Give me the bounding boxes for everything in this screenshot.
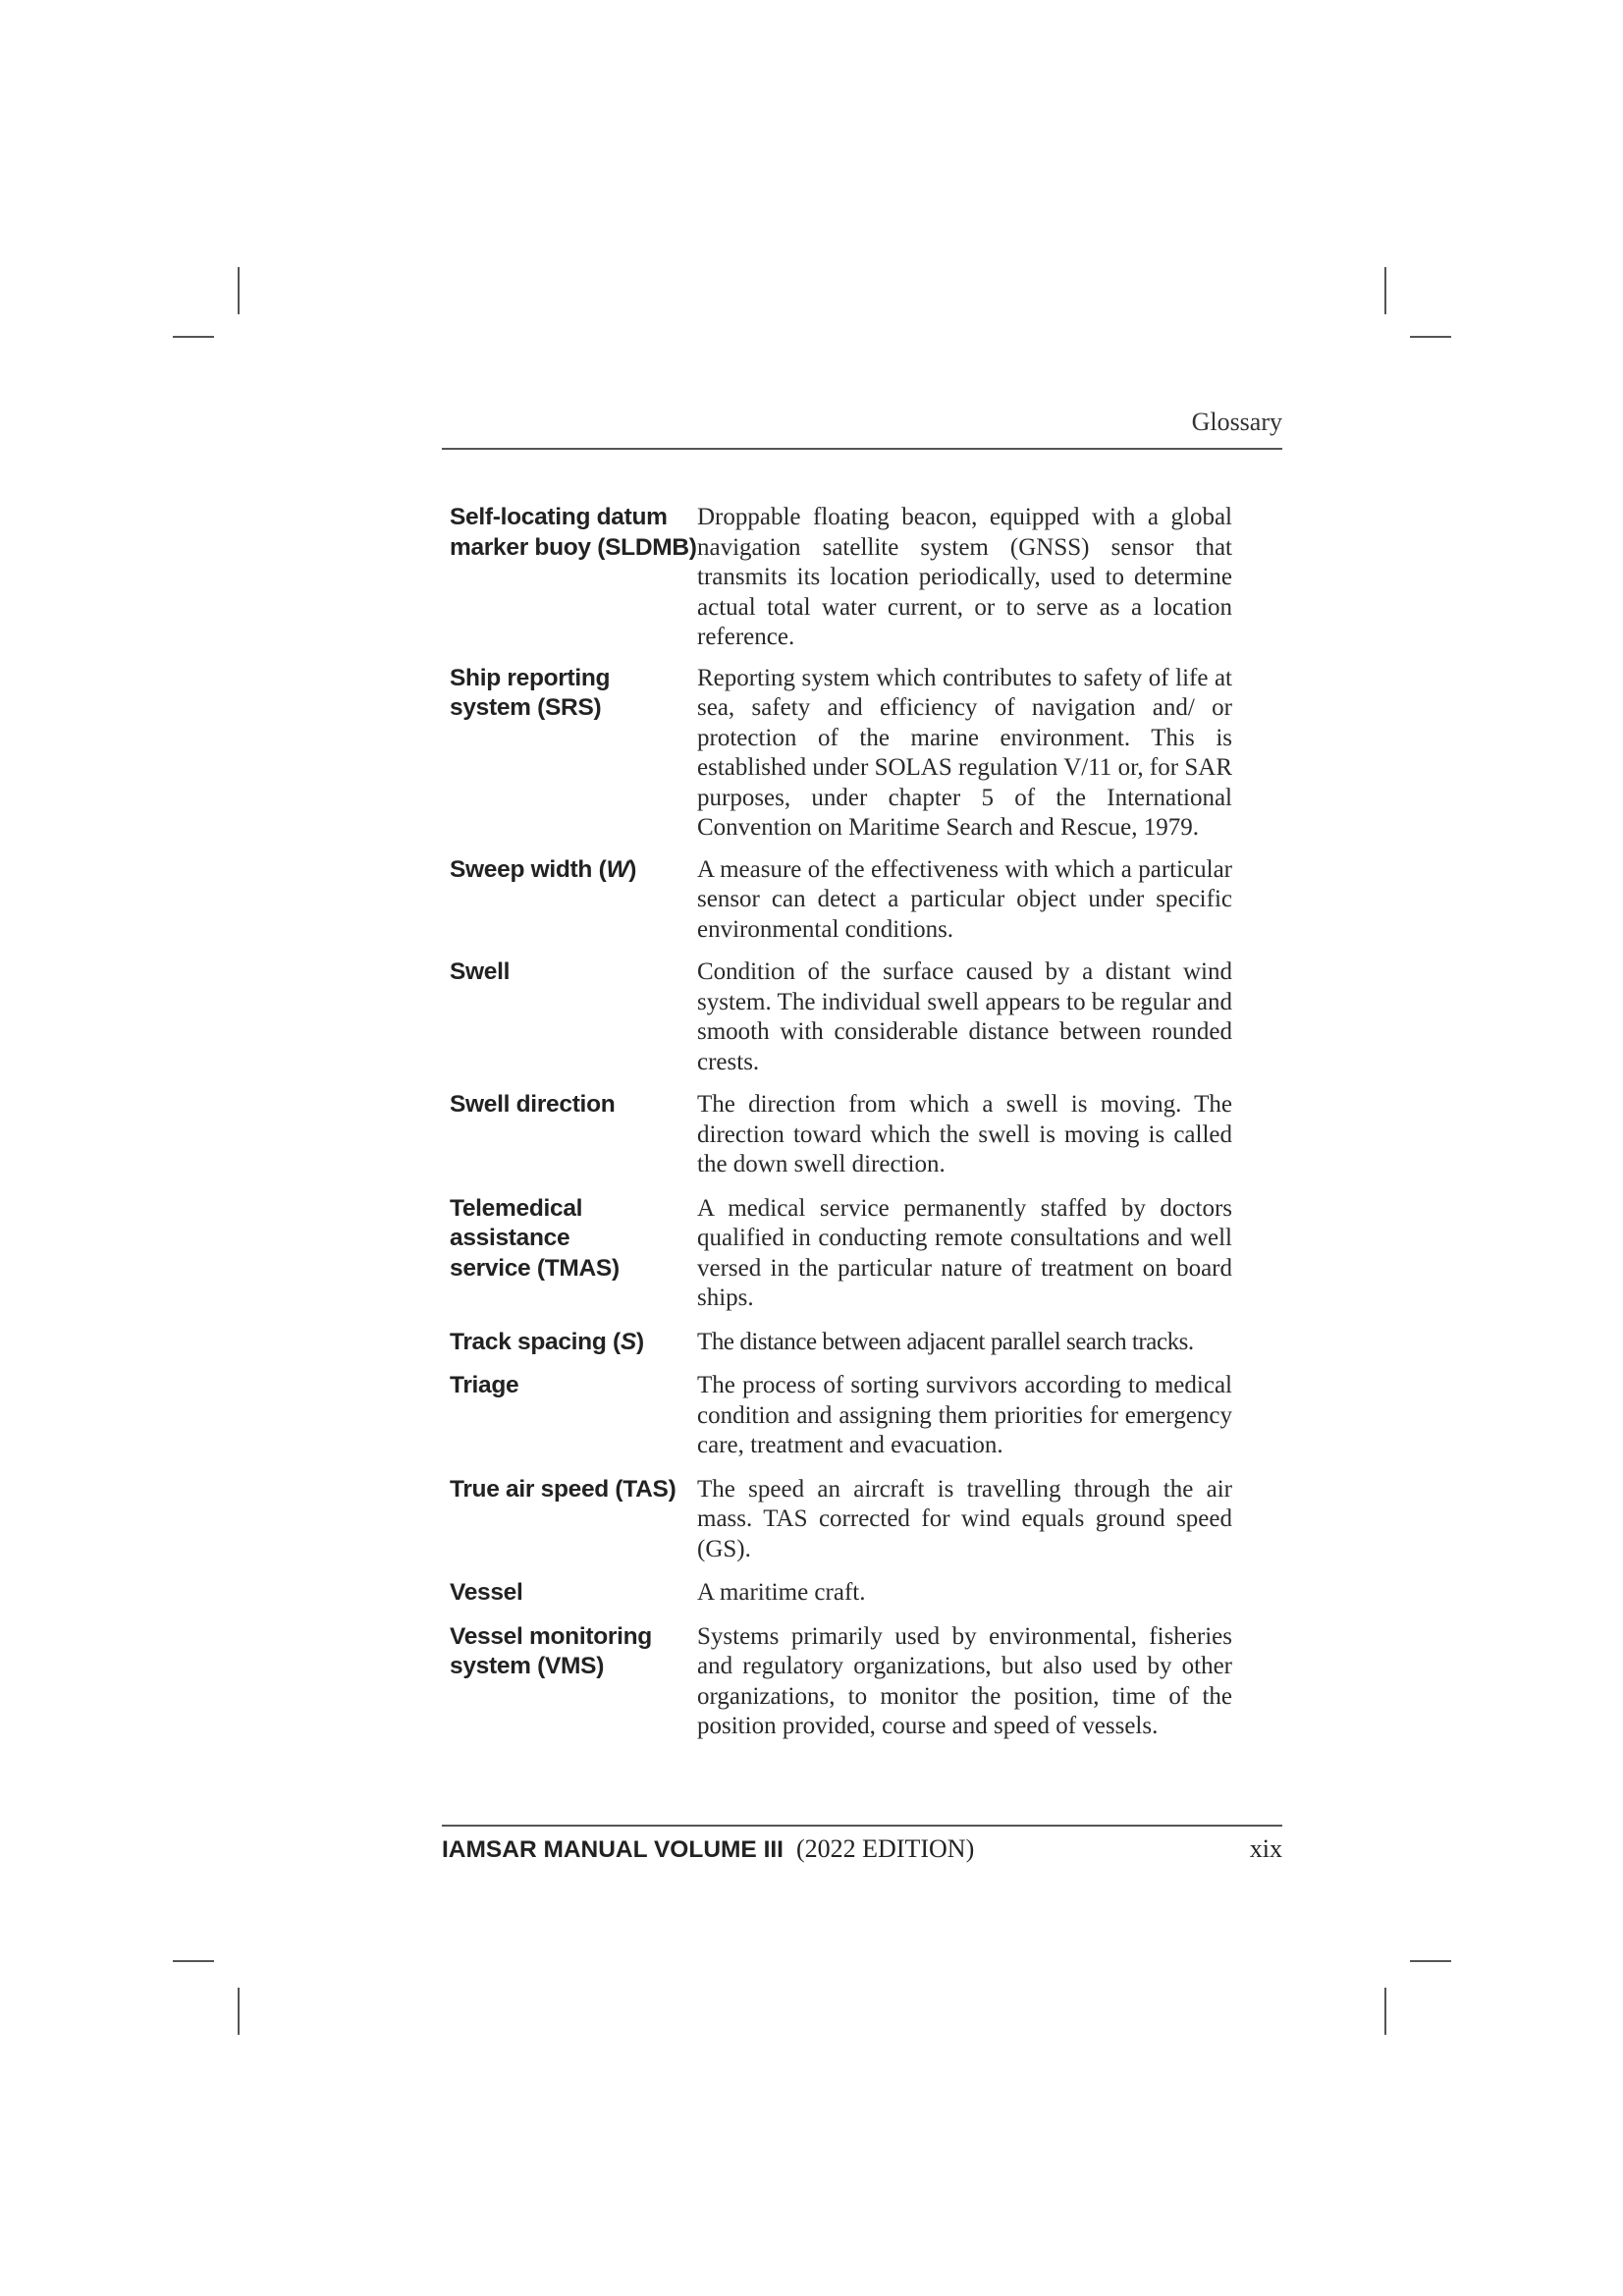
glossary-term: Vessel monitoring system (VMS) [450,1622,652,1679]
glossary-definition: A measure of the effectiveness with which a particular sensor can detect a particular object under specific environmental conditions. [697,855,1232,943]
glossary-term: Track spacing (S) [450,1328,644,1355]
crop-mark-top-right-horizontal [1410,336,1451,338]
publication-title: IAMSAR MANUAL VOLUME III [442,1836,784,1863]
glossary-term: Sweep width (W) [450,855,637,883]
footer-title [442,1832,974,1867]
glossary-entry [450,855,1282,946]
glossary-term: Swell [450,958,511,985]
footer-rule [442,1825,1282,1827]
glossary-definition: Systems primarily used by environmental, fisheries and regulatory organizations, but also used by other organizations, to monitor the position, time of the position provided, course and speed of vessels. [697,1622,1232,1739]
page-number: xix [1249,1834,1282,1863]
glossary-definition: The process of sorting survivors according to medical condition and assigning them priorities for emergency care, treatment and evacuation. [697,1372,1232,1458]
glossary-term: Telemedical assistance service (TMAS) [450,1194,620,1282]
glossary-entry [450,1475,1282,1565]
publication-edition: (2022 EDITION) [796,1834,975,1863]
glossary-definition: Reporting system which contributes to safety of life at sea, safety and efficiency of navigation and/ or protection of the marine environment. This is established under SOLAS regulation V/11 or, for SAR purposes, under chapter 5 of the International Convention on Maritime Search and Rescue, 1979. [697,664,1232,841]
glossary-term: True air speed (TAS) [450,1475,676,1503]
glossary-list [450,503,1282,1742]
running-header: Glossary [1191,408,1282,436]
header-rule [442,448,1282,450]
crop-mark-bottom-right-vertical [1384,1988,1386,2035]
glossary-definition: The direction from which a swell is moving. The direction toward which the swell is moving is called the down swell direction. [697,1091,1232,1177]
glossary-entry [450,503,1282,653]
glossary-term: Triage [450,1372,519,1398]
glossary-entry [450,1622,1282,1742]
glossary-definition: A medical service permanently staffed by doctors qualified in conducting remote consultations and well versed in the particular nature of treatment on board ships. [697,1194,1232,1311]
glossary-definition: Droppable floating beacon, equipped with a global navigation satellite system (GNSS) sensor that transmits its location periodically, used to determine actual total water current, or to serve as a location reference. [697,504,1232,650]
crop-mark-top-left-horizontal [173,336,214,338]
glossary-term: Ship reporting system (SRS) [450,664,611,721]
glossary-entry [450,664,1282,844]
glossary-definition: The speed an aircraft is travelling through the air mass. TAS corrected for wind equals ground speed (GS). [697,1475,1232,1562]
glossary-definition: Condition of the surface caused by a distant wind system. The individual swell appears to be regular and smooth with considerable distance between rounded crests. [697,958,1232,1075]
term-symbol: W [606,855,629,883]
glossary-term: Vessel [450,1579,523,1606]
glossary-term: Self-locating datum marker buoy (SLDMB) [450,504,697,561]
glossary-entry [450,1328,1282,1358]
crop-mark-bottom-left-horizontal [173,1960,214,1962]
crop-mark-top-right-vertical [1384,267,1386,314]
glossary-term: Swell direction [450,1091,616,1118]
glossary-entry [450,1578,1282,1609]
glossary-definition: A maritime craft. [697,1579,866,1606]
glossary-entry [450,1371,1282,1461]
glossary-entry [450,1194,1282,1314]
glossary-entry [450,1090,1282,1180]
crop-mark-bottom-left-vertical [238,1988,240,2035]
glossary-entry [450,957,1282,1077]
crop-mark-top-left-vertical [238,267,240,314]
crop-mark-bottom-right-horizontal [1410,1960,1451,1962]
term-symbol: S [620,1328,636,1355]
glossary-definition: The distance between adjacent parallel search tracks. [697,1328,1194,1355]
